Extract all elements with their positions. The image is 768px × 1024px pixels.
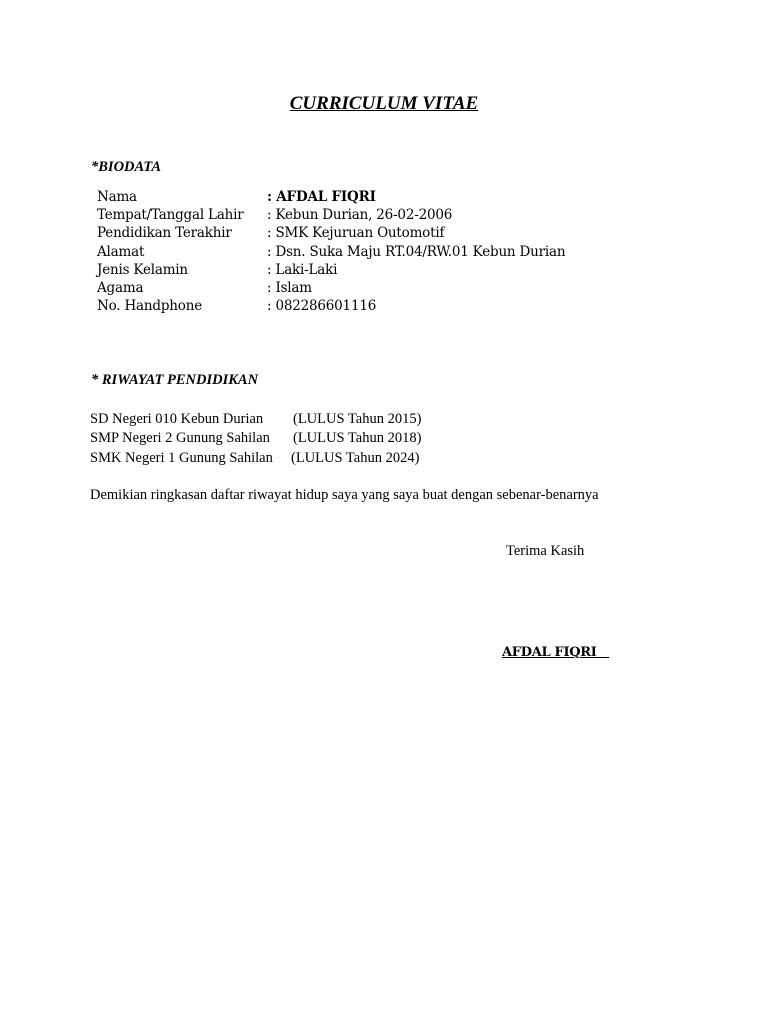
biodata-label: No. Handphone bbox=[97, 298, 202, 315]
biodata-label: Alamat bbox=[97, 243, 145, 260]
biodata-value: : Kebun Durian, 26-02-2006 bbox=[267, 207, 453, 224]
signature-name: AFDAL FIQRI bbox=[502, 645, 610, 660]
biodata-label: Tempat/Tanggal Lahir bbox=[97, 207, 244, 224]
education-status: (LULUS Tahun 2024) bbox=[291, 449, 420, 466]
biodata-row-education bbox=[97, 224, 565, 242]
education-row bbox=[90, 429, 421, 448]
biodata-row-phone bbox=[97, 297, 565, 315]
biodata-label: Agama bbox=[97, 280, 144, 297]
biodata-heading: *BIODATA bbox=[91, 159, 162, 175]
biodata-value-name: : AFDAL FIQRI bbox=[267, 189, 376, 205]
biodata-row-religion bbox=[97, 279, 565, 297]
education-status: (LULUS Tahun 2018) bbox=[293, 430, 422, 447]
biodata-label: Pendidikan Terakhir bbox=[97, 225, 232, 242]
education-school: SMP Negeri 2 Gunung Sahilan bbox=[90, 430, 270, 447]
biodata-row-birth bbox=[97, 206, 565, 224]
biodata-row-address bbox=[97, 243, 565, 261]
education-heading: * RIWAYAT PENDIDIKAN bbox=[91, 372, 259, 388]
biodata-value: : Dsn. Suka Maju RT.04/RW.01 Kebun Durian bbox=[267, 243, 566, 260]
document-title: CURRICULUM VITAE bbox=[289, 93, 479, 114]
biodata-value: : 082286601116 bbox=[267, 298, 377, 315]
biodata-table bbox=[97, 188, 565, 315]
biodata-label: Nama bbox=[97, 189, 137, 205]
closing-statement: Demikian ringkasan daftar riwayat hidup saya yang saya buat dengan sebenar-benarnya bbox=[90, 487, 599, 503]
education-row bbox=[90, 449, 421, 468]
education-school: SMK Negeri 1 Gunung Sahilan bbox=[90, 449, 273, 466]
biodata-label: Jenis Kelamin bbox=[97, 261, 188, 278]
biodata-value: : Laki-Laki bbox=[267, 261, 338, 278]
biodata-value: : Islam bbox=[267, 280, 312, 297]
education-row bbox=[90, 410, 421, 429]
thanks-text: Terima Kasih bbox=[506, 543, 585, 559]
education-list bbox=[90, 410, 421, 468]
biodata-row-nama bbox=[97, 188, 565, 206]
education-status: (LULUS Tahun 2015) bbox=[293, 411, 422, 427]
education-school: SD Negeri 010 Kebun Durian bbox=[90, 411, 264, 427]
biodata-value: : SMK Kejuruan Outomotif bbox=[267, 225, 445, 242]
biodata-row-gender bbox=[97, 261, 565, 279]
